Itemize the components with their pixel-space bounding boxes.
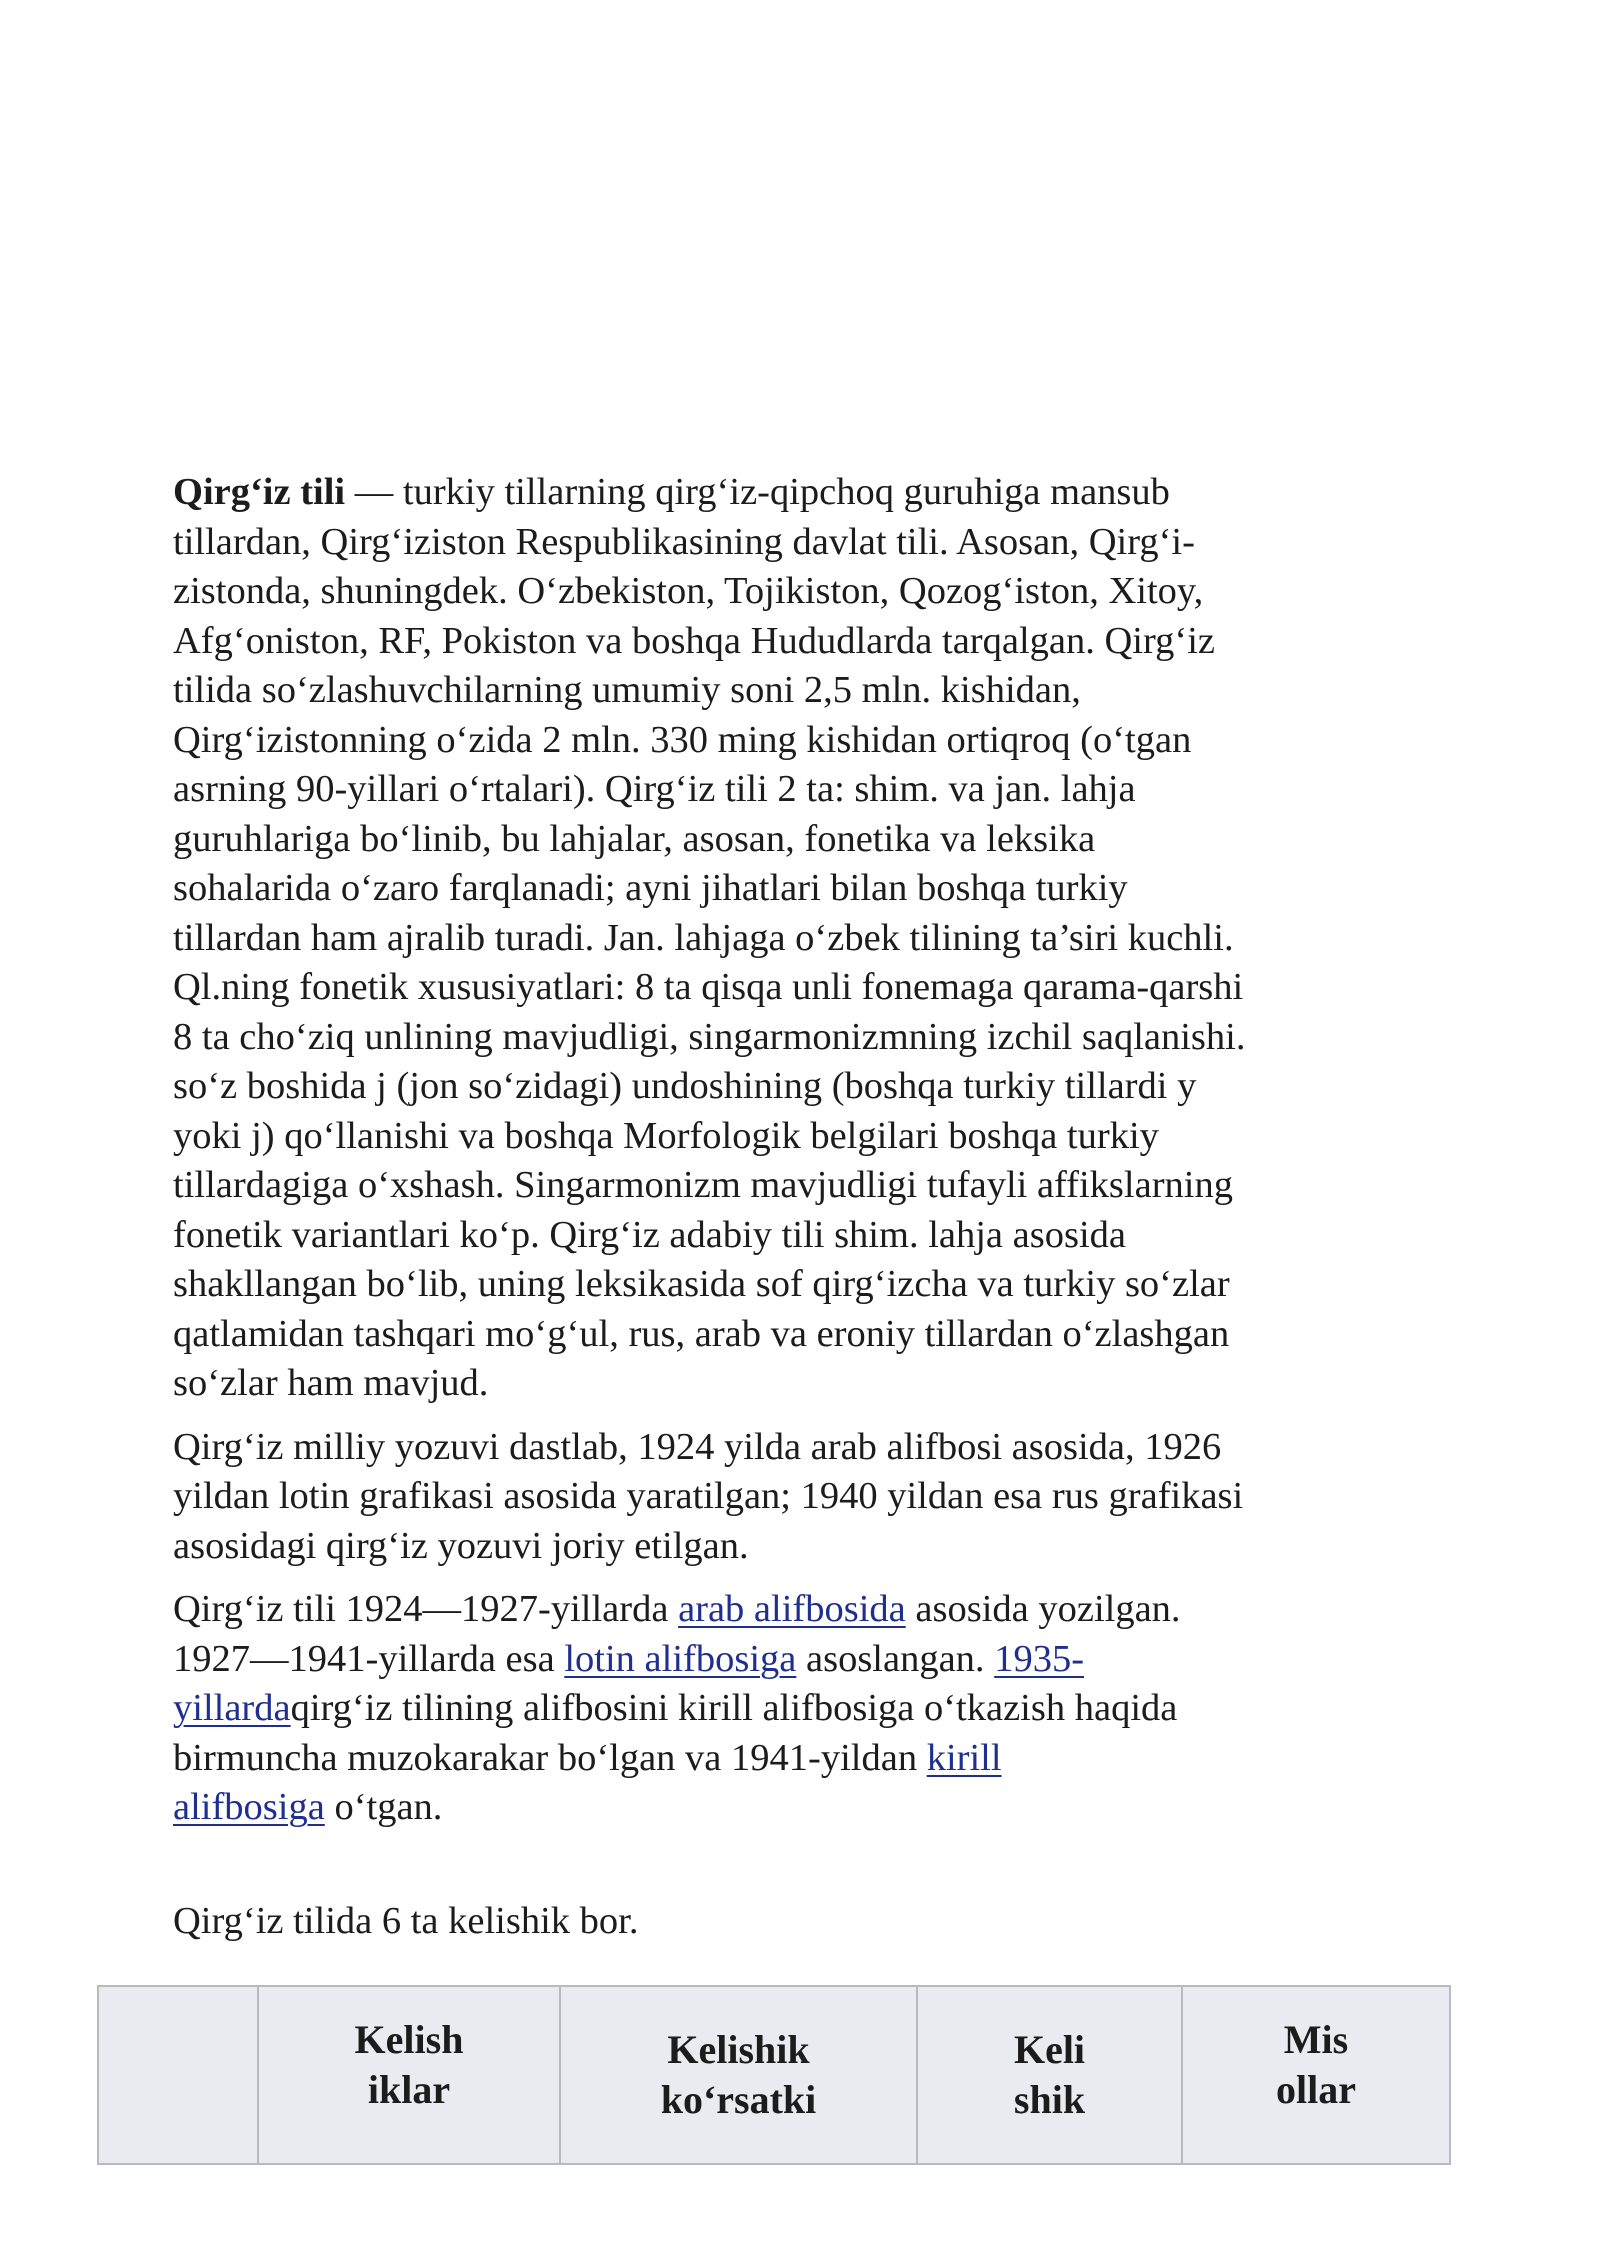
intro-line: shakllangan bo‘lib, uning leksikasida sof qirg‘izcha va turkiy so‘zlar <box>173 1263 1230 1305</box>
intro-line: qatlamidan tashqari mo‘g‘ul, rus, arab va eroniy tillardan o‘zlashgan <box>173 1312 1230 1355</box>
intro-line: guruhlariga bo‘linib, bu lahjalar, asosan, fonetika va leksika <box>173 817 1096 860</box>
alphabet-line <box>173 1635 1373 1685</box>
header-cell-kelishiklar <box>258 1986 560 2164</box>
alphabet-line <box>173 1783 1373 1833</box>
header-line: ko‘rsatki <box>660 2077 817 2122</box>
intro-line: sohalarida o‘zaro farqlanadi; ayni jihatlari bilan boshqa turkiy <box>173 867 1128 909</box>
intro-line: Afg‘oniston, RF, Pokiston va boshqa Hududlarda tarqalgan. Qirg‘iz <box>173 619 1215 662</box>
intro-line: so‘z boshida j (jon so‘zidagi) undoshining (boshqa turkiy tillardi y <box>173 1065 1197 1107</box>
intro-line: tillardagiga o‘xshash. Singarmonizm mavjudligi tufayli affikslarning <box>173 1164 1233 1206</box>
intro-line <box>173 468 1373 518</box>
alphabet-text: asoslangan. <box>796 1637 995 1680</box>
alphabet-text: asosida yozilgan. <box>905 1588 1181 1630</box>
intro-line: tillardan ham ajralib turadi. Jan. lahjaga o‘zbek tilining ta’siri kuchli. <box>173 916 1234 959</box>
header-line: Kelishik <box>667 2027 810 2072</box>
alphabet-line <box>173 1684 1373 1734</box>
header-cell-empty <box>98 1986 258 2164</box>
header-line: iklar <box>367 2067 451 2112</box>
intro-line: zistonda, shuningdek. O‘zbekiston, Tojikiston, Qozog‘iston, Xitoy, <box>173 570 1204 612</box>
alphabet-text: qirg‘iz tilining alifbosini kirill alifbosiga o‘tkazish haqida <box>290 1687 1178 1729</box>
document-content <box>173 468 1373 1946</box>
writing-line: Qirg‘iz milliy yozuvi dastlab, 1924 yilda arab alifbosi asosida, 1926 <box>173 1425 1222 1468</box>
header-cell-misollar <box>1182 1986 1450 2164</box>
arab-alphabet-link[interactable]: arab alifbosida <box>678 1588 906 1630</box>
alphabet-text: o‘tgan. <box>324 1786 443 1828</box>
intro-line: tillardan, Qirg‘iziston Respublikasining davlat tili. Asosan, Qirg‘i- <box>173 520 1195 563</box>
intro-paragraph <box>173 468 1373 1409</box>
intro-line: so‘zlar ham mavjud. <box>173 1362 489 1404</box>
alphabet-paragraph <box>173 1585 1373 1833</box>
writing-paragraph <box>173 1423 1373 1572</box>
header-line: shik <box>1013 2077 1086 2122</box>
alphabet-line <box>173 1585 1373 1635</box>
intro-line: tilida so‘zlashuvchilarning umumiy soni 2,5 mln. kishidan, <box>173 669 1081 711</box>
writing-line: yildan lotin grafikasi asosida yaratilgan; 1940 yildan esa rus grafikasi <box>173 1475 1244 1517</box>
intro-line: Qirg‘izistonning o‘zida 2 mln. 330 ming kishidan ortiqroq (o‘tgan <box>173 718 1192 761</box>
header-line: Keli <box>1013 2027 1086 2072</box>
intro-line: 8 ta cho‘ziq unlining mavjudligi, singarmonizmning izchil saqlanishi. <box>173 1015 1246 1058</box>
alphabet-text: 1927—1941-yillarda esa <box>173 1637 565 1680</box>
table-intro: Qirg‘iz tilida 6 ta kelishik bor. <box>173 1899 639 1942</box>
alphabet-text: birmuncha muzokarakar bo‘lgan va 1941-yildan <box>173 1736 927 1779</box>
header-line: Mis <box>1283 2017 1349 2062</box>
cases-table <box>97 1985 1451 2165</box>
cyrillic-alphabet-link-continued[interactable]: alifbosiga <box>173 1786 325 1828</box>
intro-line-text: — turkiy tillarning qirg‘iz-qipchoq guruhiga mansub <box>345 471 1170 513</box>
header-line: ollar <box>1276 2067 1356 2112</box>
year-1935-link[interactable]: 1935- <box>994 1637 1085 1680</box>
year-1935-link-continued[interactable]: yillarda <box>173 1687 291 1729</box>
alphabet-line <box>173 1734 1373 1784</box>
writing-line: asosidagi qirg‘iz yozuvi joriy etilgan. <box>173 1524 749 1567</box>
alphabet-text: Qirg‘iz tili 1924—1927-yillarda <box>173 1588 679 1630</box>
header-line: Kelish <box>354 2017 464 2062</box>
table-header-row <box>98 1986 1450 2164</box>
intro-line: Ql.ning fonetik xususiyatlari: 8 ta qisqa unli fonemaga qarama-qarshi <box>173 966 1244 1008</box>
intro-line: asrning 90-yillari o‘rtalari). Qirg‘iz tili 2 ta: shim. va jan. lahja <box>173 768 1136 810</box>
intro-line: yoki j) qo‘llanishi va boshqa Morfologik belgilari boshqa turkiy <box>173 1114 1159 1157</box>
term-bold: Qirg‘iz tili <box>173 471 346 513</box>
latin-alphabet-link[interactable]: lotin alifbosiga <box>564 1637 797 1680</box>
cyrillic-alphabet-link[interactable]: kirill <box>926 1736 1002 1779</box>
header-cell-korsatkich <box>560 1986 917 2164</box>
intro-line: fonetik variantlari ko‘p. Qirg‘iz adabiy tili shim. lahja asosida <box>173 1213 1126 1256</box>
header-cell-kelishik <box>917 1986 1182 2164</box>
